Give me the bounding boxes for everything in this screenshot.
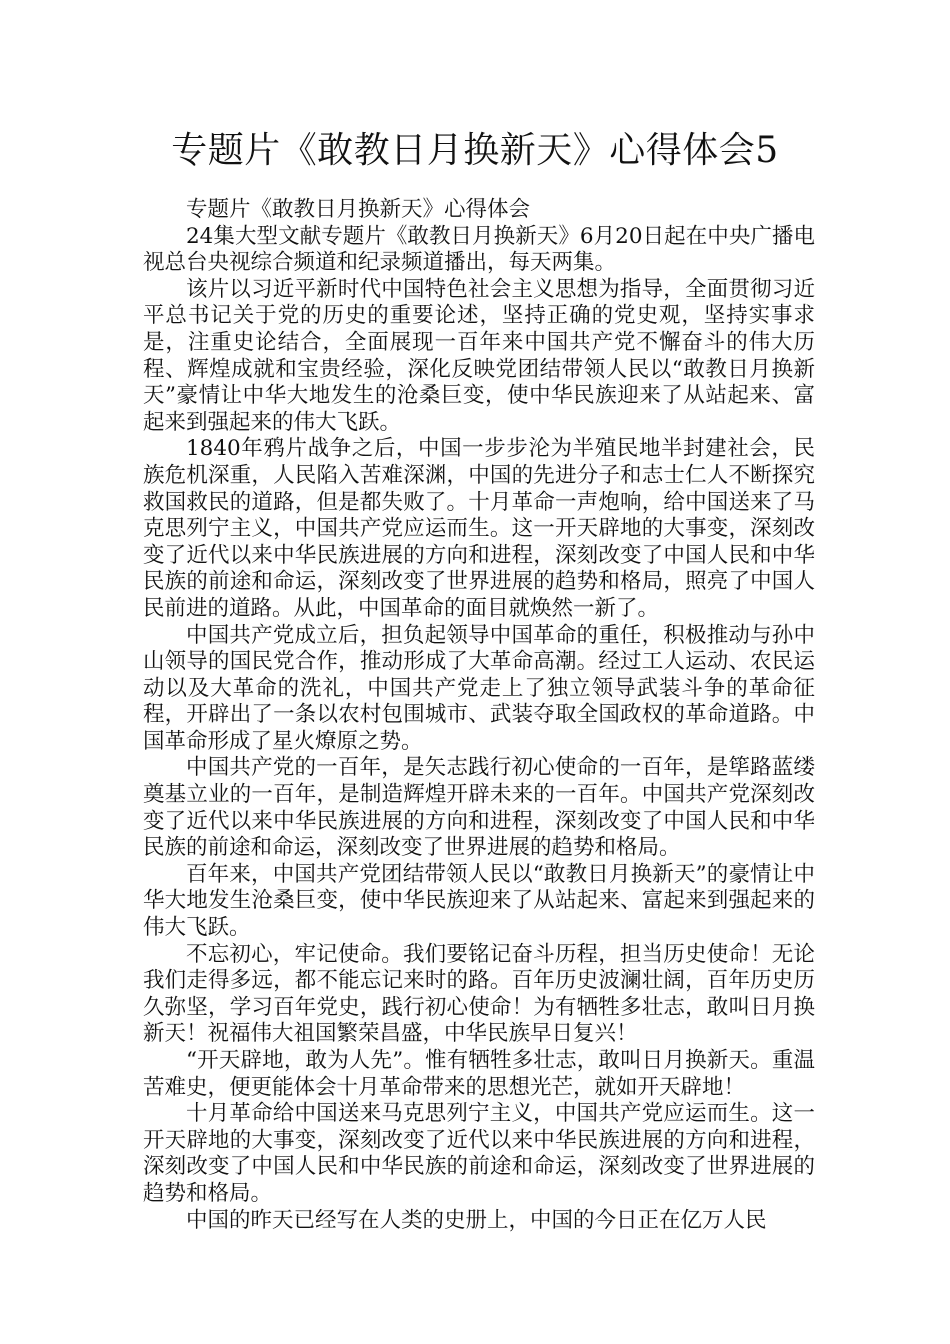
- paragraph-broadcast-info: 24集大型文献专题片《敢教日月换新天》6月20日起在中央广播电视总台央视综合频道和纪录频道播出，每天两集。: [143, 223, 815, 276]
- paragraph-party-founding: 中国共产党成立后，担负起领导中国革命的重任，积极推动与孙中山领导的国民党合作，推动形成了大革命高潮。经过工人运动、农民运动以及大革命的洗礼，中国共产党走上了独立领导武装斗争的革命征程，开辟出了一条以农村包围城市、武装夺取全国政权的革命道路。中国革命形成了星火燎原之势。: [143, 622, 815, 754]
- paragraph-century: 中国共产党的一百年，是矢志践行初心使命的一百年，是筚路蓝缕奠基立业的一百年，是制造辉煌开辟未来的一百年。中国共产党深刻改变了近代以来中华民族进展的方向和进程，深刻改变了中国人民和中华民族的前途和命运，深刻改变了世界进展的趋势和格局。: [143, 755, 815, 861]
- document-body: [143, 197, 815, 1234]
- paragraph-china-yesterday: 中国的昨天已经写在人类的史册上，中国的今日正在亿万人民: [186, 1207, 767, 1233]
- paragraph-pioneering: “开天辟地，敢为人先”。惟有牺牲多壮志，敢叫日月换新天。重温苦难史，便更能体会十月革命带来的思想光芒，就如开天辟地！: [143, 1048, 815, 1100]
- document-title: 专题片《敢教日月换新天》心得体会5: [171, 130, 779, 171]
- paragraph-original-aspiration: 不忘初心，牢记使命。我们要铭记奋斗历程，担当历史使命！无论我们走得多远，都不能忘记来时的路。百年历史波澜壮阔，百年历史历久弥坚，学习百年党史，践行初心使命！为有牺牲多壮志，敢叫日月换新天！祝福伟大祖国繁荣昌盛，中华民族早日复兴！: [143, 941, 815, 1047]
- paragraph-october-revolution: 十月革命给中国送来马克思列宁主义，中国共产党应运而生。这一开天辟地的大事变，深刻改变了近代以来中华民族进展的方向和进程，深刻改变了中国人民和中华民族的前途和命运，深刻改变了世界进展的趋势和格局。: [143, 1101, 815, 1206]
- paragraph-hundred-years: 百年来，中国共产党团结带领人民以“敢教日月换新天”的豪情让中华大地发生沧桑巨变，使中华民族迎来了从站起来、富起来到强起来的伟大飞跃。: [143, 861, 815, 941]
- paragraph-film-overview: 该片以习近平新时代中国特色社会主义思想为指导，全面贯彻习近平总书记关于党的历史的重要论述，坚持正确的党史观，坚持实事求是，注重史论结合，全面展现一百年来中国共产党不懈奋斗的伟大历程、辉煌成就和宝贵经验，深化反映党团结带领人民以“敢教日月换新天”豪情让中华大地发生的沧桑巨变，使中华民族迎来了从站起来、富起来到强起来的伟大飞跃。: [143, 276, 815, 435]
- paragraph-subtitle: 专题片《敢教日月换新天》心得体会: [186, 197, 531, 222]
- paragraph-history-1840: 1840年鸦片战争之后，中国一步步沦为半殖民地半封建社会，民族危机深重，人民陷入苦难深渊，中国的先进分子和志士仁人不断探究救国救民的道路，但是都失败了。十月革命一声炮响，给中国送来了马克思列宁主义，中国共产党应运而生。这一开天辟地的大事变，深刻改变了近代以来中华民族进展的方向和进程，深刻改变了中国人民和中华民族的前途和命运，深刻改变了世界进展的趋势和格局，照亮了中国人民前进的道路。从此，中国革命的面目就焕然一新了。: [143, 436, 815, 621]
